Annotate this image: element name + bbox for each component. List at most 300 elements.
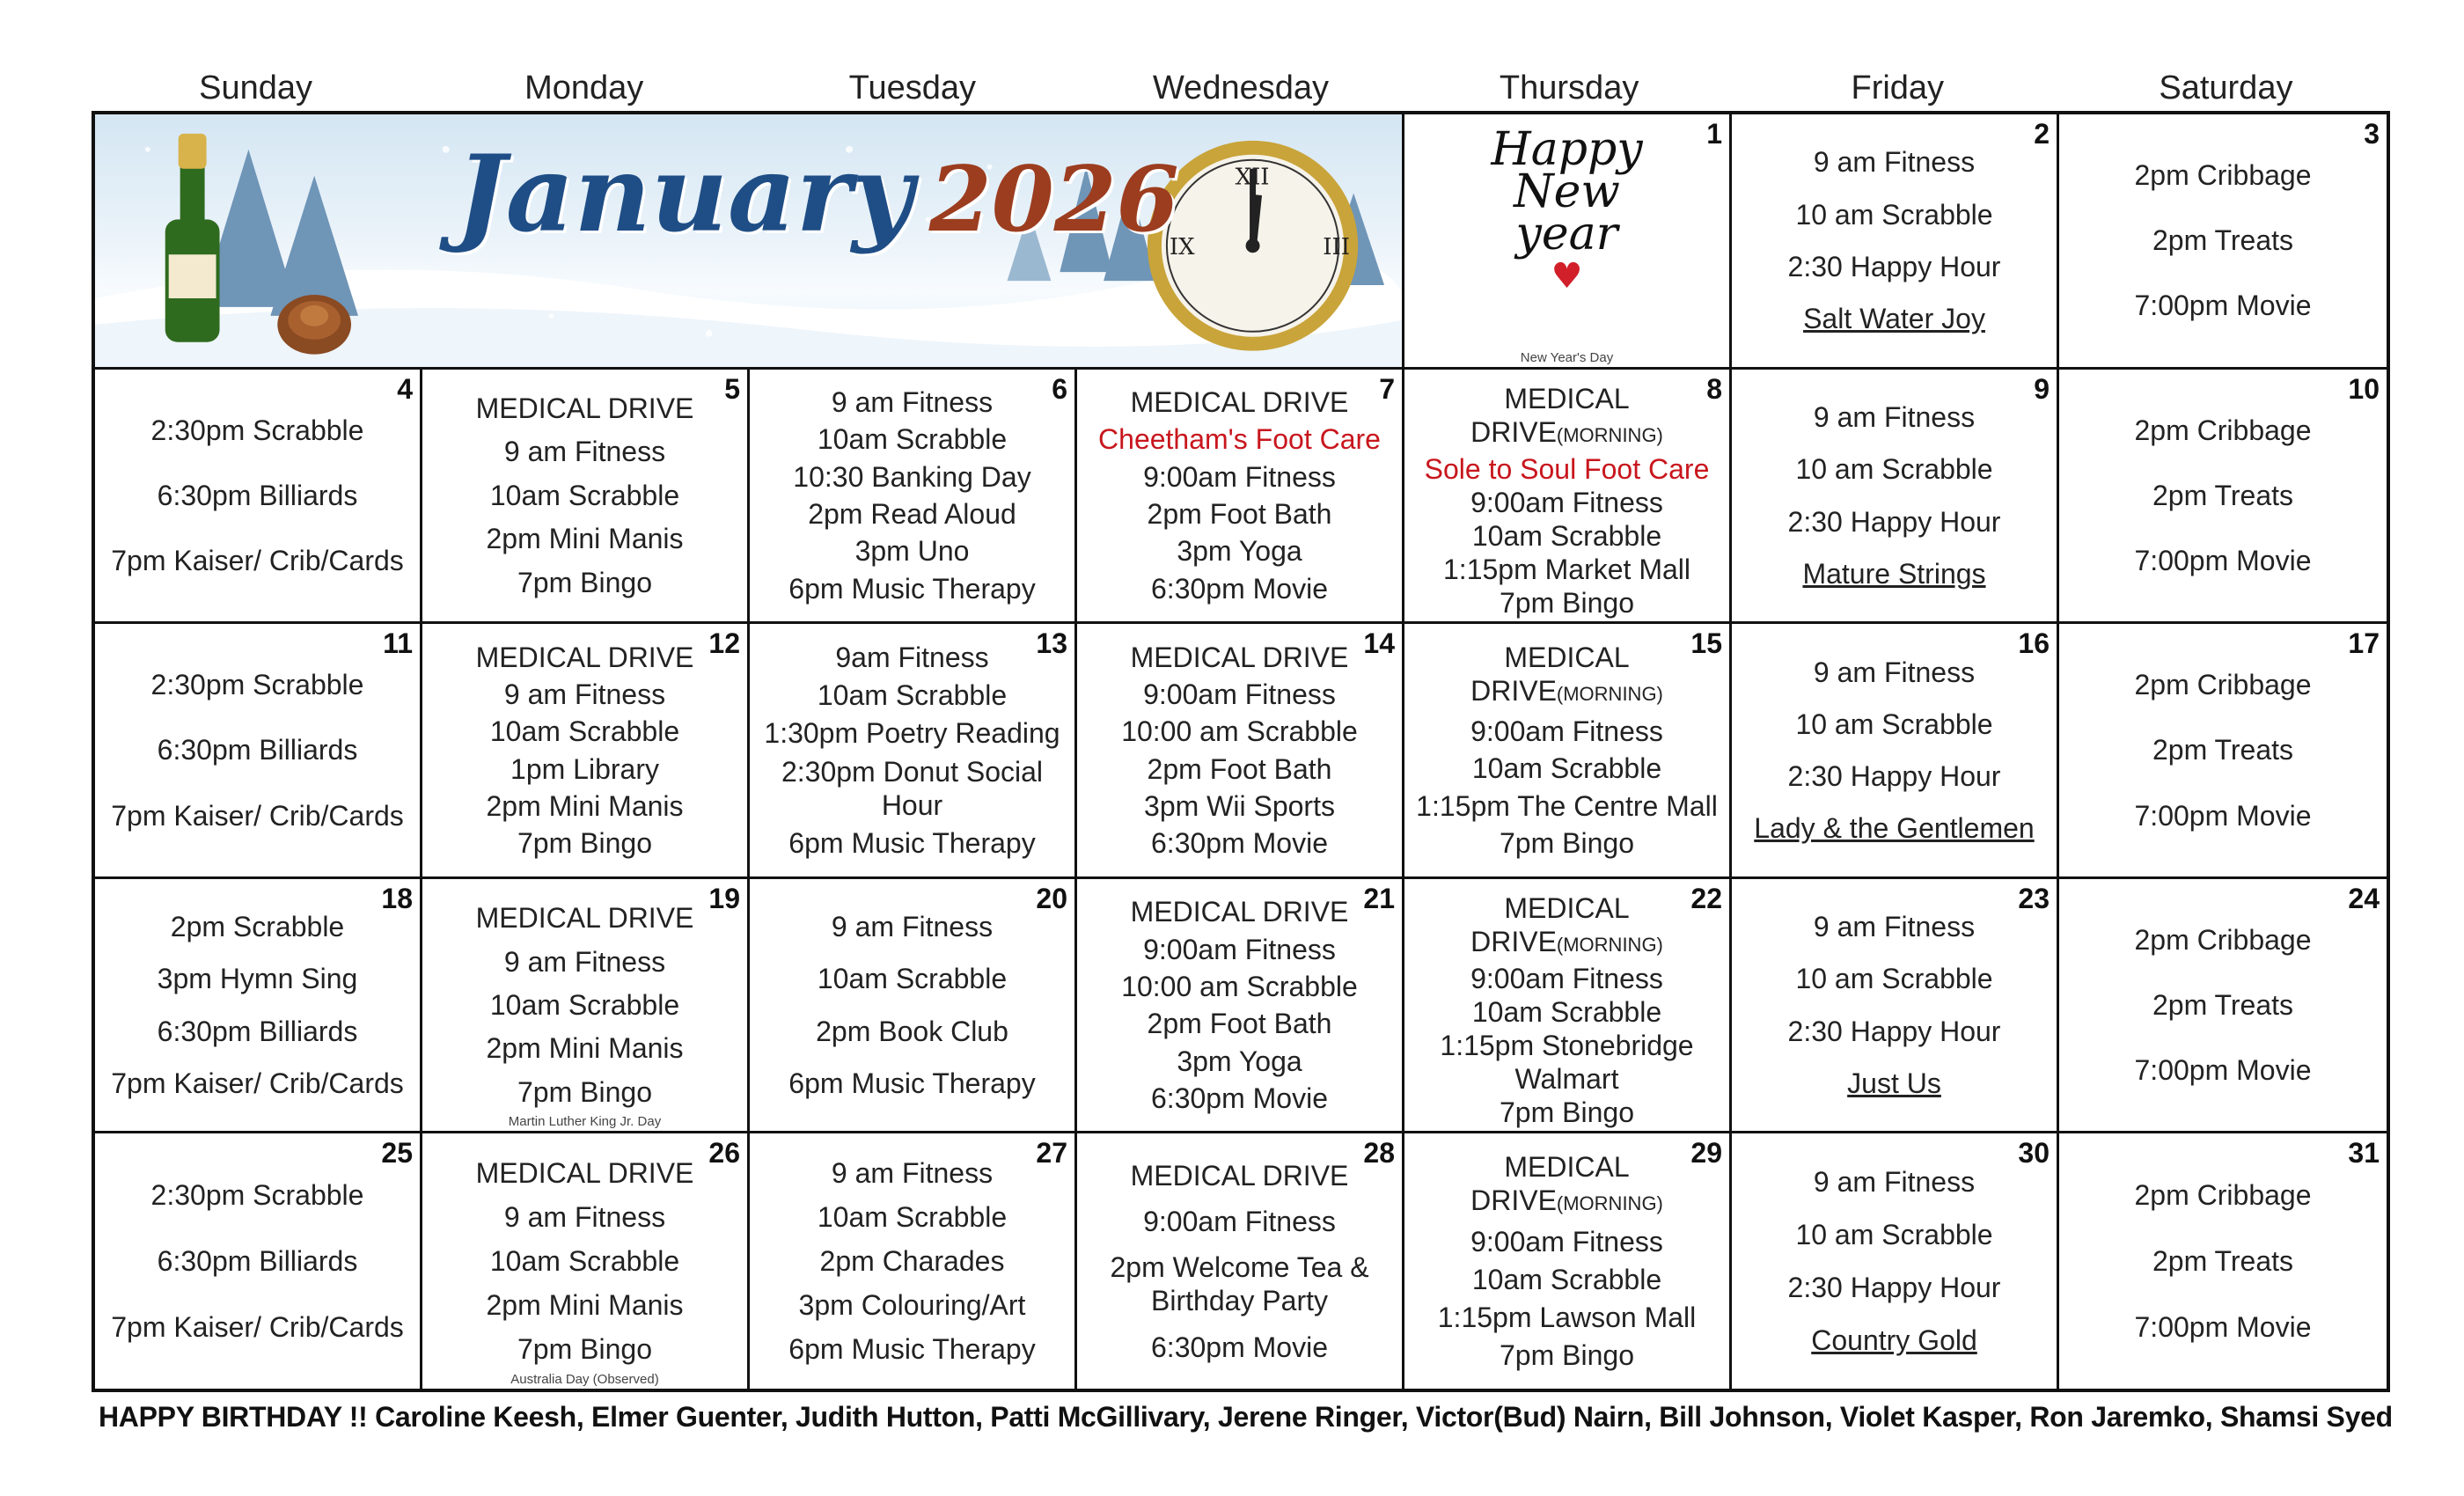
event-item <box>1795 198 1992 231</box>
event-item <box>1795 452 1992 486</box>
event-text: MEDICAL DRIVE <box>475 902 694 935</box>
day-number: 29 <box>1690 1137 1722 1170</box>
event-text: 6pm Music Therapy <box>788 572 1036 605</box>
event-text: 2:30pm Scrabble <box>150 414 364 446</box>
day-number: 28 <box>1363 1137 1395 1170</box>
weekday-label: Thursday <box>1499 70 1639 106</box>
event-item <box>788 826 1035 860</box>
event-text: Country Gold <box>1811 1324 1977 1357</box>
event-text: 7pm Bingo <box>1500 827 1634 860</box>
event-text: 6:30pm Billiards <box>157 734 358 766</box>
event-text: 10am Scrabble <box>817 679 1008 712</box>
event-text: 10 am Scrabble <box>1795 453 1993 486</box>
event-text: 9am Fitness <box>835 642 989 674</box>
event-text: 1:15pm Market Mall <box>1443 553 1690 585</box>
day-cell-20 <box>750 879 1077 1134</box>
day-cell-17 <box>2059 624 2387 879</box>
day-cell-31 <box>2059 1133 2387 1389</box>
event-item <box>504 1200 665 1234</box>
event-list <box>1404 879 1729 1132</box>
event-item <box>1151 572 1328 605</box>
event-text: 3pm Wii Sports <box>1144 789 1335 822</box>
event-item <box>1795 708 1992 741</box>
event-item <box>1788 1015 2001 1048</box>
day-cell-4 <box>95 370 422 625</box>
event-item <box>818 678 1007 712</box>
event-list <box>1732 370 2057 622</box>
day-cell-29 <box>1404 1133 1732 1389</box>
event-text: 2:30 Happy Hour <box>1787 1272 2001 1304</box>
event-item <box>158 1244 358 1278</box>
event-list <box>1732 879 2057 1132</box>
event-item <box>2135 1178 2312 1212</box>
event-list <box>2059 624 2387 876</box>
event-text: MEDICAL DRIVE <box>1130 641 1349 673</box>
event-item <box>755 755 1069 822</box>
day-number: 20 <box>1036 882 1067 914</box>
event-item <box>490 715 679 748</box>
event-text: 9 am Fitness <box>1813 1166 1976 1199</box>
event-text: 3pm Uno <box>854 535 970 568</box>
event-item <box>1470 715 1663 748</box>
day-number: 7 <box>1379 372 1395 405</box>
event-item <box>504 435 665 468</box>
svg-text:XII: XII <box>1235 164 1270 191</box>
event-list <box>750 879 1074 1132</box>
event-item <box>1814 145 1975 179</box>
event-list <box>422 370 747 622</box>
day-cell-21 <box>1077 879 1404 1134</box>
event-text: 9 am Fitness <box>1813 400 1976 433</box>
event-item <box>816 1015 1008 1048</box>
event-text: 2pm Mini Manis <box>486 1289 684 1322</box>
event-item <box>855 534 970 568</box>
event-list <box>1732 1133 2057 1389</box>
day-number: 2 <box>2034 118 2050 150</box>
event-item <box>808 497 1016 531</box>
event-item <box>1438 1301 1696 1334</box>
event-item <box>1143 933 1336 966</box>
event-text: MEDICAL DRIVE <box>475 392 694 425</box>
event-item <box>1472 1263 1661 1296</box>
event-text: 9 am Fitness <box>1813 656 1976 688</box>
event-item <box>2152 988 2293 1022</box>
event-item <box>1443 553 1690 586</box>
day-number: 21 <box>1363 882 1395 914</box>
event-text: 2pm Treats <box>2152 1245 2294 1278</box>
event-item <box>111 1067 404 1100</box>
day-number: 10 <box>2348 372 2380 405</box>
calendar-grid <box>92 111 2390 1392</box>
event-item <box>2135 923 2312 957</box>
event-item <box>1814 400 1975 434</box>
event-list <box>95 1133 420 1389</box>
event-item <box>2135 1310 2312 1344</box>
event-text: 10am Scrabble <box>1471 1264 1662 1296</box>
event-item <box>2135 799 2312 832</box>
event-text: 6:30pm Movie <box>1151 572 1328 605</box>
event-item <box>111 799 404 832</box>
event-item <box>1143 1205 1336 1238</box>
event-item <box>1472 752 1661 785</box>
event-list <box>422 879 747 1132</box>
event-item <box>1410 1029 1724 1096</box>
event-text: Lady & the Gentlemen <box>1754 812 2035 845</box>
event-text: 7pm Bingo <box>517 1075 652 1108</box>
event-list <box>422 624 747 876</box>
event-text: Salt Water Joy <box>1803 303 1985 335</box>
svg-text:IX: IX <box>1169 234 1195 261</box>
event-text: 10:00 am Scrabble <box>1121 715 1358 748</box>
event-text: 3pm Yoga <box>1177 1045 1302 1077</box>
pinecone-icon <box>277 295 351 355</box>
event-item <box>1500 826 1634 860</box>
event-text: MEDICAL DRIVE <box>1130 896 1349 928</box>
event-item <box>1500 586 1634 620</box>
day-cell-28 <box>1077 1133 1404 1389</box>
event-text: 2pm Foot Bath <box>1147 1008 1332 1040</box>
event-item <box>1788 1271 2001 1304</box>
event-qualifier: (MORNING) <box>1556 933 1663 956</box>
event-item <box>490 479 679 512</box>
month-banner <box>95 114 1404 370</box>
event-item <box>1151 1082 1328 1115</box>
event-item <box>820 1244 1005 1278</box>
event-text: 10am Scrabble <box>1471 995 1662 1028</box>
event-text: 7pm Bingo <box>1500 1339 1634 1371</box>
event-item <box>1788 759 2001 793</box>
event-item <box>476 901 694 935</box>
event-item <box>793 460 1030 494</box>
day-number: 19 <box>708 882 740 914</box>
event-item <box>486 789 683 823</box>
event-text: 6:30pm Movie <box>1151 1331 1328 1363</box>
year-number: 2026 <box>928 147 1179 253</box>
event-item <box>1814 1165 1975 1199</box>
event-item <box>1802 557 1985 590</box>
day-cell-7 <box>1077 370 1404 625</box>
event-item <box>504 945 665 979</box>
event-text: 2pm Charades <box>819 1245 1005 1278</box>
event-text: 9 am Fitness <box>831 1157 994 1190</box>
event-item <box>158 479 358 512</box>
event-text: 2pm Cribbage <box>2134 923 2312 956</box>
event-item <box>1500 1338 1634 1372</box>
event-item <box>2152 1244 2293 1278</box>
event-text: 2pm Mini Manis <box>486 1032 684 1065</box>
event-list <box>750 370 1074 622</box>
weekday-label: Monday <box>524 70 644 106</box>
event-text: 9:00am Fitness <box>1470 962 1663 994</box>
event-text: 2pm Treats <box>2152 989 2294 1022</box>
event-text: 2:30pm Scrabble <box>150 669 364 701</box>
event-text: 2pm Book Club <box>816 1015 1008 1047</box>
event-text: 7pm Kaiser/ Crib/Cards <box>111 1067 404 1100</box>
event-list <box>1077 370 1402 622</box>
event-text: 10am Scrabble <box>489 715 680 748</box>
event-text: 1:30pm Poetry Reading <box>764 717 1060 750</box>
day-cell-25 <box>95 1133 422 1389</box>
event-item <box>1144 789 1335 823</box>
day-number: 6 <box>1052 372 1067 405</box>
holiday-note: Martin Luther King Jr. Day <box>508 1114 662 1130</box>
event-text: 2pm Cribbage <box>2134 669 2312 701</box>
event-text: MEDICAL DRIVE <box>1130 385 1349 418</box>
event-item <box>1121 970 1358 1003</box>
holiday-note: Australia Day (Observed) <box>510 1372 659 1387</box>
event-text: 7:00pm Movie <box>2134 290 2312 322</box>
svg-text:III: III <box>1323 234 1350 261</box>
event-item <box>1470 962 1663 995</box>
event-item <box>490 988 679 1022</box>
event-item <box>2135 544 2312 577</box>
event-text: 10 am Scrabble <box>1795 1219 1993 1251</box>
event-item <box>2135 1053 2312 1087</box>
event-item <box>158 962 358 995</box>
event-text: 2pm Treats <box>2152 734 2294 766</box>
event-item <box>490 1244 679 1278</box>
event-text: 9 am Fitness <box>503 436 666 468</box>
heart-icon: ♥ <box>1551 256 1583 297</box>
event-text: 1pm Library <box>510 752 659 785</box>
event-list <box>1404 1133 1729 1389</box>
day-number: 26 <box>708 1137 740 1170</box>
event-text: 9 am Fitness <box>503 945 666 978</box>
day-cell-13 <box>750 624 1077 879</box>
event-item <box>486 522 683 555</box>
event-text: 9 am Fitness <box>1813 146 1976 179</box>
holiday-note: New Year's Day <box>1520 349 1614 365</box>
day-number: 5 <box>724 372 740 405</box>
event-text: 10am Scrabble <box>817 1201 1008 1234</box>
weekday-label: Friday <box>1851 70 1945 106</box>
event-item <box>788 1067 1035 1100</box>
event-text: 7pm Kaiser/ Crib/Cards <box>111 1311 404 1344</box>
event-item <box>1082 1250 1397 1317</box>
day-number: 8 <box>1706 372 1722 405</box>
event-item <box>1177 534 1302 568</box>
day-cell-26 <box>422 1133 750 1389</box>
event-text: 9:00am Fitness <box>1470 1226 1663 1258</box>
event-item <box>788 1332 1035 1366</box>
event-text: 7:00pm Movie <box>2134 1054 2312 1087</box>
day-number: 17 <box>2348 627 2380 660</box>
event-text: 1:15pm Lawson Mall <box>1437 1302 1697 1334</box>
event-item <box>1410 641 1724 711</box>
event-item <box>517 1075 652 1109</box>
event-item <box>1131 385 1349 419</box>
day-cell-6 <box>750 370 1077 625</box>
event-item <box>1177 1045 1302 1078</box>
event-text: 9:00am Fitness <box>1143 678 1336 710</box>
event-item <box>2135 158 2312 192</box>
event-item <box>476 1156 694 1190</box>
event-item <box>1131 1159 1349 1192</box>
event-text: MEDICAL DRIVE <box>1130 1159 1349 1192</box>
event-list <box>1077 624 1402 876</box>
event-text: 2pm Foot Bath <box>1147 752 1332 785</box>
event-text: 10am Scrabble <box>817 963 1008 995</box>
day-cell-24 <box>2059 879 2387 1134</box>
event-text: 6:30pm Movie <box>1151 1082 1328 1114</box>
event-item <box>1131 641 1349 674</box>
day-number: 16 <box>2018 627 2050 660</box>
event-text: 10 am Scrabble <box>1795 198 1993 231</box>
event-qualifier: (MORNING) <box>1556 423 1663 446</box>
event-text: 10am Scrabble <box>1471 752 1662 785</box>
event-qualifier: (MORNING) <box>1556 1192 1663 1215</box>
day-cell-27 <box>750 1133 1077 1389</box>
event-text: 7:00pm Movie <box>2134 799 2312 832</box>
day-number: 11 <box>383 627 413 660</box>
event-item <box>1472 995 1661 1029</box>
event-text: 2:30 Happy Hour <box>1787 1015 2001 1047</box>
event-item <box>818 1200 1007 1234</box>
event-item <box>1410 891 1724 962</box>
event-text: MEDICAL DRIVE <box>1470 891 1630 957</box>
day-number: 23 <box>2018 882 2050 914</box>
event-text: 7pm Bingo <box>517 1333 652 1365</box>
event-text: 2pm Scrabble <box>170 911 345 943</box>
event-item <box>1811 1324 1977 1357</box>
event-text: 9 am Fitness <box>831 385 994 418</box>
event-text: 3pm Yoga <box>1177 535 1302 568</box>
event-item <box>1795 962 1992 995</box>
event-item <box>1470 486 1663 519</box>
event-text: 9:00am Fitness <box>1470 486 1663 518</box>
event-text: 10 am Scrabble <box>1795 963 1993 995</box>
event-list <box>95 624 420 876</box>
event-item <box>1410 1150 1724 1221</box>
event-text: 2:30 Happy Hour <box>1787 760 2001 793</box>
day-cell-10 <box>2059 370 2387 625</box>
day-number: 18 <box>381 882 413 914</box>
day-number: 24 <box>2348 882 2380 914</box>
event-text: 9:00am Fitness <box>1143 933 1336 965</box>
event-text: MEDICAL DRIVE <box>475 1157 694 1190</box>
event-item <box>1425 452 1710 486</box>
event-item <box>1143 678 1336 711</box>
event-item <box>517 826 652 860</box>
event-text: MEDICAL DRIVE <box>1470 382 1630 448</box>
event-text: 7pm Bingo <box>517 827 652 860</box>
event-text: 9 am Fitness <box>503 678 666 710</box>
event-item <box>1121 715 1358 748</box>
birthday-list: HAPPY BIRTHDAY !! Caroline Keesh, Elmer Guenter, Judith Hutton, Patti McGillivary, Jerene Ringer, Victor(Bud) Nairn, Bill Johnson, Violet Kasper, Ron Jaremko, Shamsi Syed <box>99 1401 2393 1433</box>
event-text: 6pm Music Therapy <box>788 1067 1036 1100</box>
event-text: MEDICAL DRIVE <box>1470 641 1630 707</box>
event-list <box>1077 879 1402 1132</box>
event-text: 10am Scrabble <box>489 1245 680 1278</box>
event-text: 2pm Mini Manis <box>486 523 684 555</box>
event-text: Just Us <box>1847 1067 1941 1100</box>
event-text: 10 am Scrabble <box>1795 708 1993 740</box>
event-text: 2:30pm Donut Social Hour <box>781 755 1044 821</box>
event-item <box>2152 733 2293 766</box>
event-text: 2pm Treats <box>2152 224 2294 257</box>
event-text: 10am Scrabble <box>489 479 680 511</box>
event-item <box>799 1288 1026 1322</box>
event-text: 9:00am Fitness <box>1143 1206 1336 1238</box>
event-qualifier: (MORNING) <box>1556 682 1663 705</box>
weekday-label: Sunday <box>199 70 313 106</box>
event-text: 3pm Colouring/Art <box>798 1289 1026 1322</box>
day-cell-15 <box>1404 624 1732 879</box>
event-list <box>2059 114 2387 367</box>
event-list <box>1732 114 2057 367</box>
day-number: 15 <box>1690 627 1722 660</box>
event-item <box>1814 656 1975 689</box>
event-list <box>2059 879 2387 1132</box>
event-text: 3pm Hymn Sing <box>157 963 358 995</box>
event-item <box>1795 1218 1992 1251</box>
event-item <box>835 641 988 674</box>
day-cell-1 <box>1404 114 1732 370</box>
event-text: 7pm Bingo <box>1500 1096 1634 1128</box>
event-item <box>1148 1007 1332 1040</box>
event-item <box>1472 519 1661 553</box>
event-item <box>2152 479 2293 512</box>
event-item <box>1098 422 1381 456</box>
event-text: 9 am Fitness <box>1813 911 1976 943</box>
event-text: 10am Scrabble <box>489 989 680 1022</box>
event-text: 10am Scrabble <box>1471 519 1662 552</box>
event-text: 10:30 Banking Day <box>793 460 1031 493</box>
day-cell-30 <box>1732 1133 2059 1389</box>
day-cell-19 <box>422 879 750 1134</box>
event-text: 7pm Kaiser/ Crib/Cards <box>111 545 404 577</box>
event-list <box>1077 1133 1402 1389</box>
event-text: 2pm Cribbage <box>2134 1179 2312 1212</box>
event-item <box>476 392 694 425</box>
event-item <box>832 910 993 943</box>
event-text: 9 am Fitness <box>831 911 994 943</box>
weekday-label: Wednesday <box>1153 70 1329 106</box>
event-list <box>1404 370 1729 622</box>
event-item <box>158 1015 358 1048</box>
event-item <box>1814 910 1975 943</box>
event-text: 2:30 Happy Hour <box>1787 505 2001 538</box>
event-item <box>832 385 993 419</box>
event-item <box>158 733 358 766</box>
event-text: 1:15pm Stonebridge Walmart <box>1440 1029 1694 1095</box>
day-number: 1 <box>1706 118 1722 150</box>
event-text: 2pm Cribbage <box>2134 159 2312 192</box>
event-item <box>486 1288 683 1322</box>
event-item <box>476 641 694 674</box>
event-item <box>486 1031 683 1065</box>
event-item <box>111 1310 404 1344</box>
event-item <box>788 572 1035 605</box>
event-list <box>1732 624 2057 876</box>
event-text: Cheetham's Foot Care <box>1098 423 1381 456</box>
event-item <box>2135 668 2312 701</box>
event-item <box>1131 895 1349 928</box>
day-cell-2 <box>1732 114 2059 370</box>
event-list <box>422 1133 747 1389</box>
day-number: 3 <box>2364 118 2380 150</box>
event-text: Mature Strings <box>1802 557 1986 590</box>
day-number: 31 <box>2348 1137 2380 1170</box>
day-number: 4 <box>397 372 413 405</box>
event-text: 10am Scrabble <box>817 423 1008 456</box>
event-item <box>1847 1067 1941 1100</box>
weekday-header <box>92 65 2390 111</box>
event-text: 2pm Cribbage <box>2134 414 2312 446</box>
event-text: 2:30pm Scrabble <box>150 1179 364 1212</box>
day-cell-16 <box>1732 624 2059 879</box>
event-text: 7:00pm Movie <box>2134 1311 2312 1344</box>
